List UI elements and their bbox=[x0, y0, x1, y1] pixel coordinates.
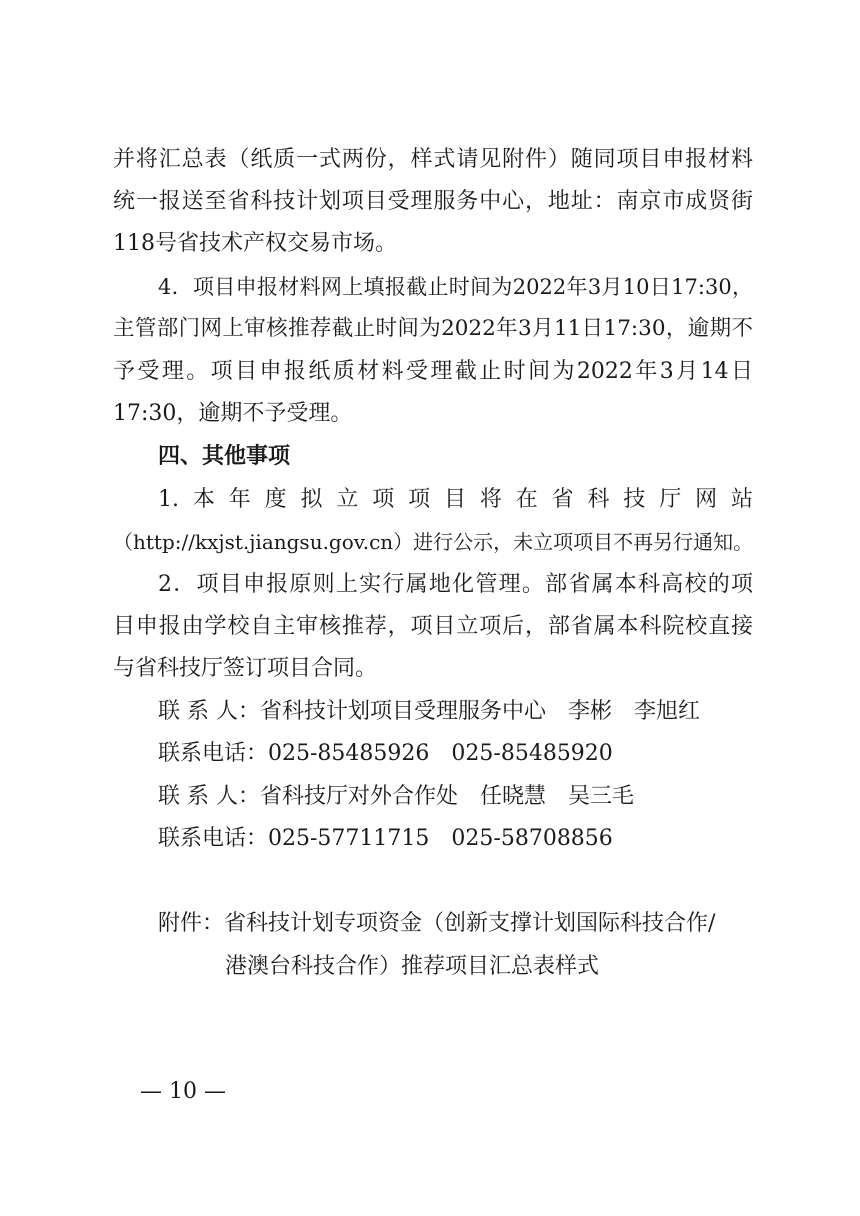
paragraph-line: 2．项目申报原则上实行属地化管理。部省属本科高校的项 bbox=[158, 572, 753, 597]
contact-person: 联 系 人：省科技厅对外合作处 任晓慧 吴三毛 bbox=[158, 784, 634, 809]
attachment-line: 附件：省科技计划专项资金（创新支撑计划国际科技合作/ bbox=[158, 911, 716, 936]
contact-phone: 联系电话：025-85485926 025-85485920 bbox=[158, 741, 613, 766]
paragraph-line: 并将汇总表（纸质一式两份，样式请见附件）随同项目申报材料 bbox=[113, 147, 753, 172]
paragraph-line: 目申报由学校自主审核推荐，项目立项后，部省属本科院校直接 bbox=[113, 614, 753, 639]
attachment-line: 港澳台科技合作）推荐项目汇总表样式 bbox=[225, 954, 600, 979]
section-heading: 四、其他事项 bbox=[158, 444, 291, 469]
page-number: — 10 — bbox=[140, 1079, 226, 1104]
paragraph-line: 17:30，逾期不予受理。 bbox=[113, 401, 353, 426]
paragraph-line: 118号省技术产权交易市场。 bbox=[113, 231, 397, 256]
paragraph-line: 主管部门网上审核推荐截止时间为2022年3月11日17:30，逾期不 bbox=[113, 316, 753, 341]
paragraph-line: 统一报送至省科技计划项目受理服务中心，地址：南京市成贤街 bbox=[113, 189, 753, 214]
paragraph-line: 1.本年度拟立项项目将在省科技厅网站 bbox=[158, 487, 753, 512]
paragraph-line: （http://kxjst.jiangsu.gov.cn）进行公示，未立项项目不再另行通知。 bbox=[113, 530, 754, 554]
contact-person: 联 系 人：省科技计划项目受理服务中心 李彬 李旭红 bbox=[158, 699, 700, 724]
contact-phone: 联系电话：025-57711715 025-58708856 bbox=[158, 826, 613, 851]
paragraph-line: 与省科技厅签订项目合同。 bbox=[113, 656, 378, 681]
paragraph-line: 4．项目申报材料网上填报截止时间为2022年3月10日17:30， bbox=[158, 275, 753, 299]
paragraph-line: 予受理。项目申报纸质材料受理截止时间为2022年3月14日 bbox=[113, 359, 753, 384]
